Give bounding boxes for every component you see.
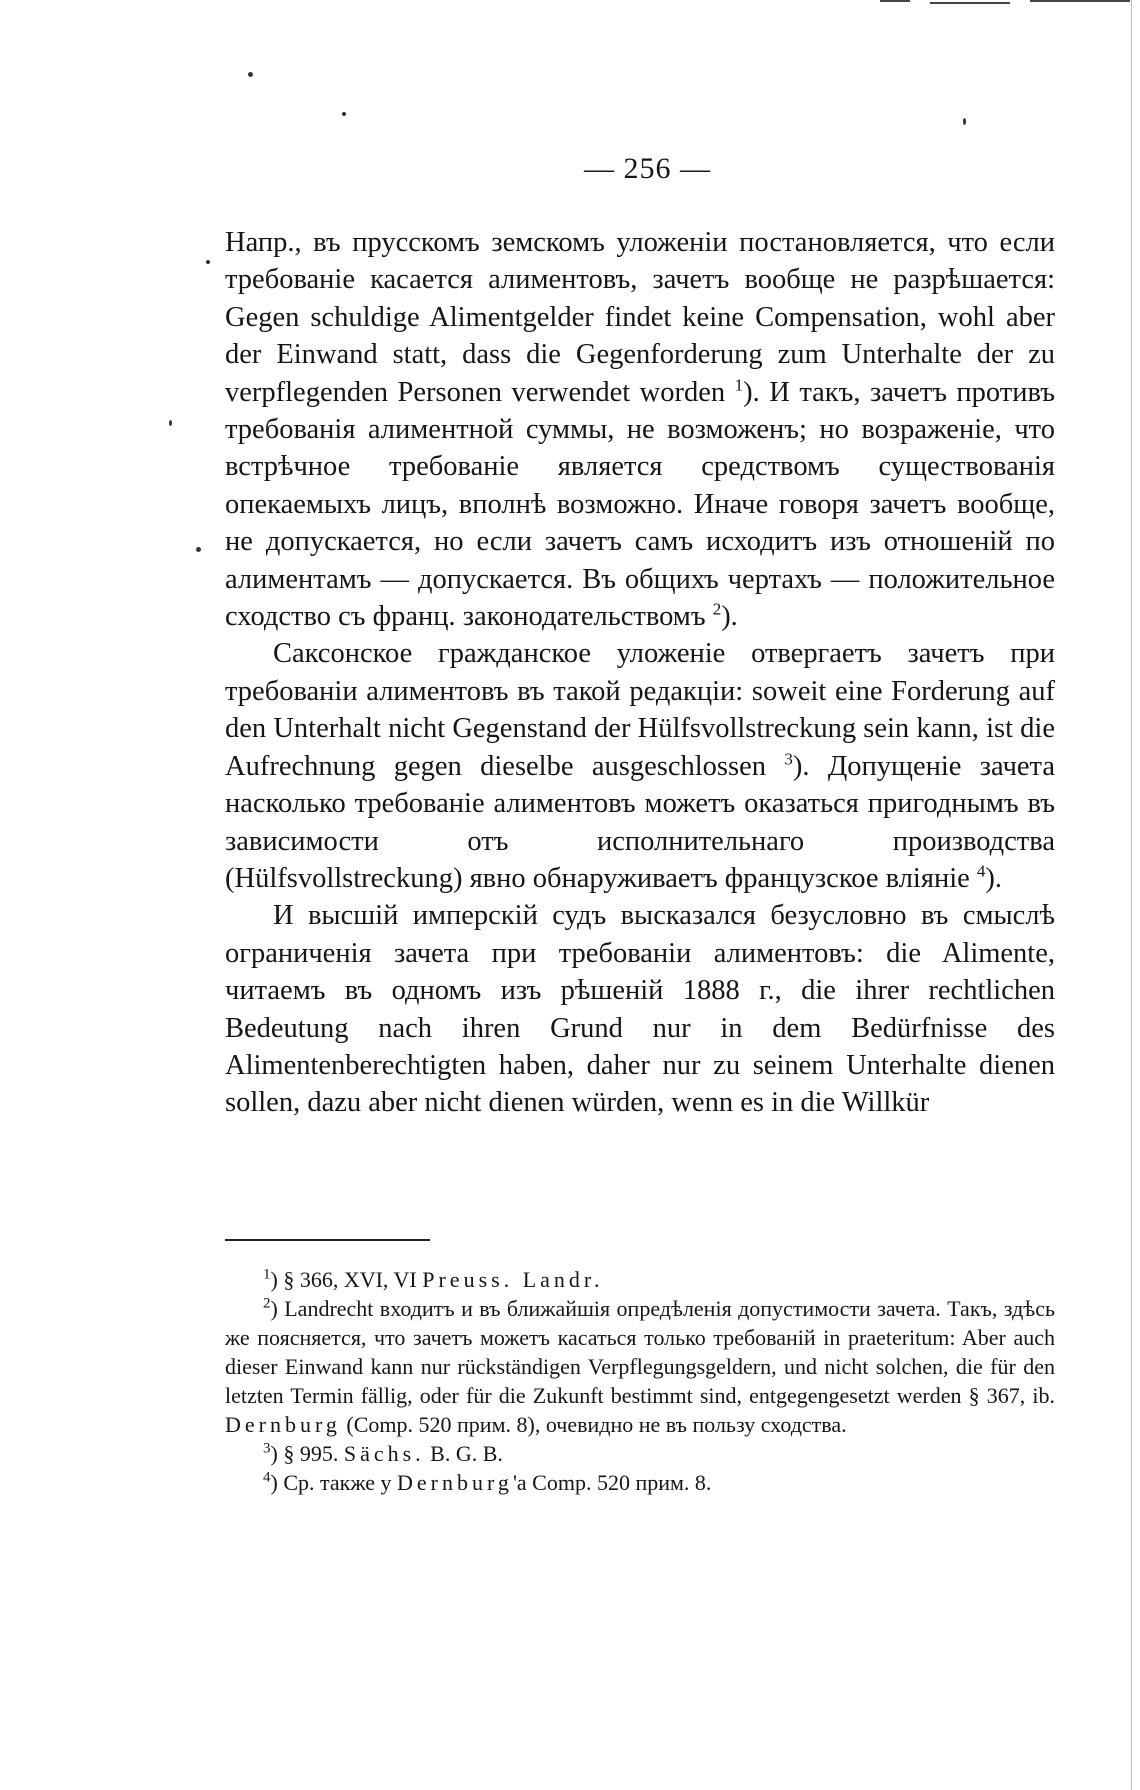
footnote-ref: 4 xyxy=(976,861,986,881)
footnote-source: Sächs. xyxy=(343,1441,425,1466)
scan-speck xyxy=(169,420,172,426)
scan-edge-mark xyxy=(1030,0,1130,2)
paragraph xyxy=(225,224,1055,635)
page-number: — 256 — xyxy=(584,152,711,185)
body-text xyxy=(225,224,1055,1122)
paragraph-text: ). xyxy=(985,862,1003,894)
footnote-text: (Comp. 520 прим. 8), очевидно не въ пользу сходства. xyxy=(340,1412,847,1437)
footnote-text: 'a Comp. 520 прим. 8. xyxy=(512,1470,712,1495)
footnote-text: § 366, XVI, VI xyxy=(283,1267,423,1292)
scan-edge-mark xyxy=(930,2,1010,4)
footnote-text: Landrecht входитъ и въ ближайшія опредѣленія допустимости зачета. Такъ, здѣсь же поясняется, что зачетъ можетъ касаться только требованій in praeteritum: Aber auch dieser Einwand kann nur rückständigen Verpflegungsgeldern, und nicht solchen, die für den letzten Termin fällig, oder für die Zukunft bestimmt sind, entgegengesetzt werden § 367, ib. xyxy=(225,1296,1056,1408)
paragraph-text: Напр., въ прусскомъ земскомъ уложеніи постановляется, что если требованіе касается алиментовъ, зачетъ вообще не разрѣшается: Gegen schuldige Alimentgelder findet keine Compensation, wohl aber der Einwand statt, dass die Gegenforderung zum Unterhalte der zu verpflegenden Personen verwendet worden xyxy=(225,227,1055,408)
scan-edge-line xyxy=(1131,0,1132,1790)
footnote-mark: 1 xyxy=(263,1266,271,1283)
footnote-source: Preuss. Landr. xyxy=(422,1267,604,1292)
scan-speck xyxy=(963,118,966,125)
footnotes xyxy=(225,1265,1055,1497)
paragraph-text: Саксонское гражданское уложеніе отвергаетъ зачетъ при требованіи алиментовъ въ такой редакціи: soweit eine Forderung auf den Unterhalt nicht Gegenstand der Hülfsvollstreckung sein kann, ist die Aufrechnung gegen dieselbe ausgeschlossen xyxy=(225,638,1055,782)
paragraph xyxy=(225,897,1055,1121)
paragraph xyxy=(225,635,1055,897)
footnote-text: B. G. B. xyxy=(424,1441,503,1466)
footnote-ref: 2 xyxy=(712,599,722,619)
scan-speck xyxy=(206,260,210,264)
footnote: $^2$) Landrecht входитъ и въ ближайшія опредѣленія допустимости зачета. Такъ, здѣсь же поясняется, что зачетъ можетъ касаться только требованій in praeteritum: Aber auch dieser Einwand kann nur rückständigen Verpflegungsgeldern, und nicht solchen, die für den letzten Termin fällig, oder für die Zukunft bestimmt sind, entgegengesetzt werden § 367, ib. Dernburg (Comp. 520 прим. 8), очевидно не въ пользу сходства. xyxy=(225,1295,1056,1437)
footnote-ref: 1 xyxy=(734,375,744,395)
footnote-ref: 3 xyxy=(784,749,793,769)
footnote: $^3$) § 995. Sächs. B. G. B. xyxy=(263,1440,503,1466)
footnote: $^4$) Ср. также у Dernburg'a Comp. 520 прим. 8. xyxy=(263,1469,712,1495)
footnote: $^1$) § 366, XVI, VI Preuss. Landr. xyxy=(263,1266,604,1292)
footnote-mark: 3 xyxy=(263,1440,271,1457)
scan-edge-mark xyxy=(880,0,910,2)
scan-speck xyxy=(342,112,346,116)
footnote-text: Ср. также у xyxy=(283,1470,398,1495)
footnote-mark: 2 xyxy=(263,1295,271,1312)
paragraph-text: ). Допущеніе зачета насколько требованіе алиментовъ можетъ оказаться пригоднымъ въ зависимости отъ исполнительнаго производства (Hülfsvollstreckung) явно обнаруживаетъ французское вліяніе xyxy=(225,750,1055,894)
scan-speck xyxy=(248,72,253,77)
footnote-mark: 4 xyxy=(263,1469,271,1486)
paragraph-text: И высшій имперскій судъ высказался безусловно въ смыслѣ ограниченія зачета при требованіи алиментовъ: die Alimente, читаемъ въ одномъ изъ рѣшеній 1888 г., die ihrer rechtlichen Bedeutung nach ihren Grund nur in dem Bedürfnisse des Alimentenberechtigten haben, daher nur zu seinem Unterhalte dienen sollen, dazu aber nicht dienen würden, wenn es in die Willkür xyxy=(225,900,1055,1119)
footnote-author: Dernburg xyxy=(225,1412,341,1437)
paragraph-text: ). xyxy=(721,601,738,633)
paragraph-text: ). И такъ, зачетъ противъ требованія алиментной суммы, не возможенъ; но возраженіе, что встрѣчное требованіе является средствомъ существованія опекаемыхъ лицъ, вполнѣ возможно. Иначе говоря зачетъ вообще, не допускается, но если зачетъ самъ исходитъ изъ отношеній по алиментамъ — допускается. Въ общихъ чертахъ — положительное сходство съ франц. законодательствомъ xyxy=(225,376,1055,633)
footnote-separator xyxy=(225,1239,430,1241)
footnote-text: § 995. xyxy=(283,1441,344,1466)
footnote-author: Dernburg xyxy=(397,1470,513,1495)
scan-speck xyxy=(196,547,201,552)
